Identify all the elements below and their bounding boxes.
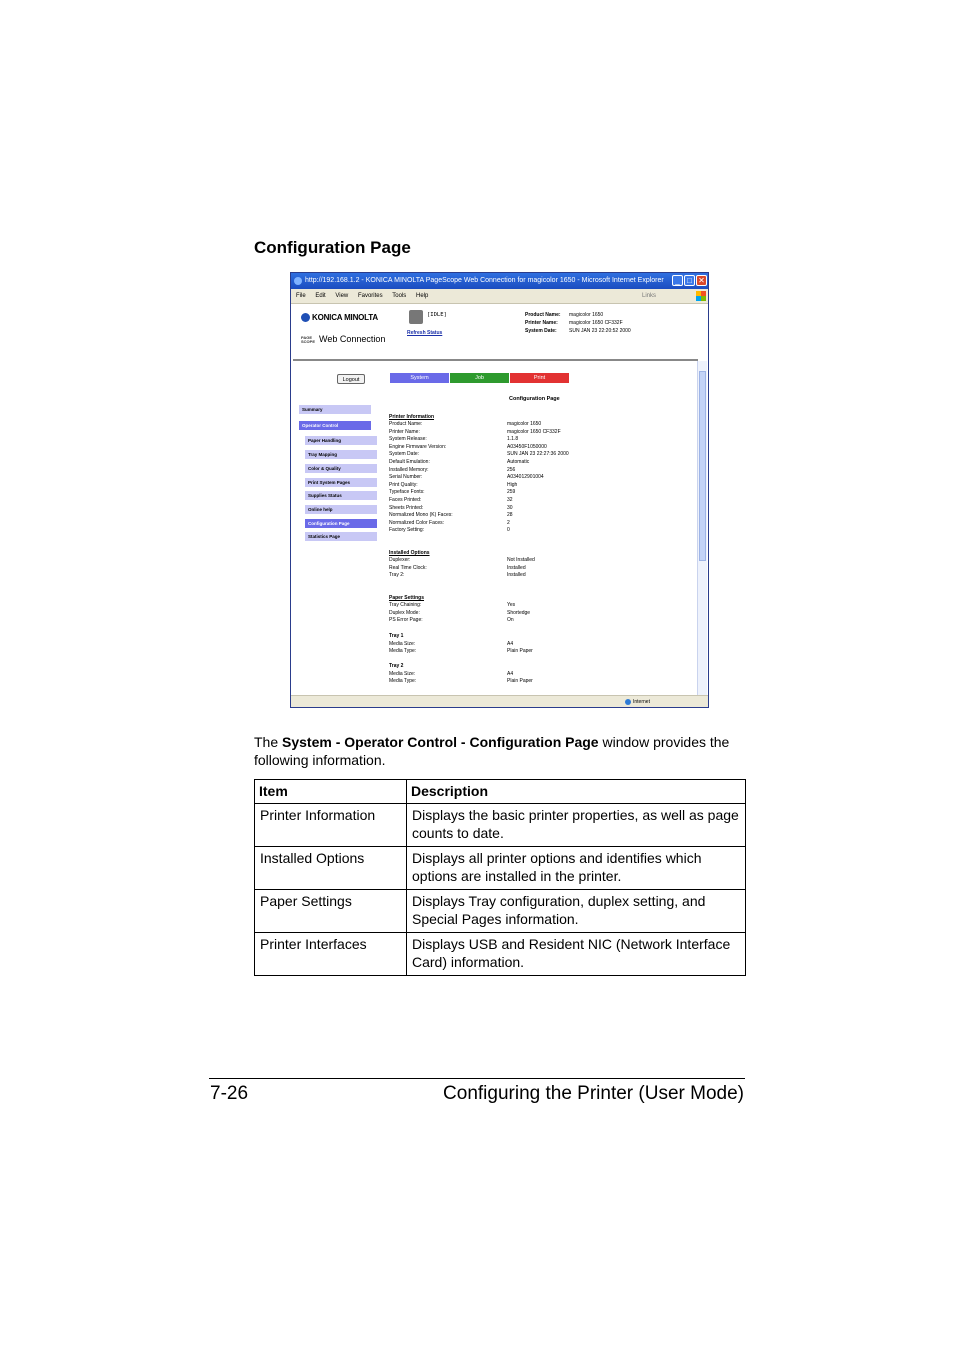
table-row	[255, 804, 746, 847]
maximize-button[interactable]: □	[684, 275, 695, 286]
info-row: Serial Number: A034012901004	[389, 474, 544, 481]
description-cell: Displays Tray configuration, duplex setting, and Special Pages information.	[407, 890, 746, 933]
info-table	[254, 779, 746, 976]
description-cell: Displays the basic printer properties, as well as page counts to date.	[407, 804, 746, 847]
window-title: http://192.168.1.2 - KONICA MINOLTA PageScope Web Connection for magicolor 1650 - Microsoft Internet Explorer	[305, 277, 664, 284]
tray-row: Media Type: Plain Paper	[389, 648, 533, 654]
web-page	[293, 304, 706, 695]
column-header-item: Item	[255, 780, 407, 804]
nav-color-quality[interactable]: Color & Quality	[305, 464, 377, 473]
intro-paragraph: The System - Operator Control - Configuration Page window provides the following information.	[254, 734, 730, 768]
printer-information-heading: Printer Information	[389, 414, 435, 420]
info-row: Factory Setting: 0	[389, 527, 510, 534]
web-connection-logo: PAGE SCOPE Web Connection	[301, 334, 386, 344]
paper-settings-heading: Paper Settings	[389, 595, 425, 601]
header-value: magicolor 1650 CF332F	[569, 320, 623, 326]
info-row: Product Name: magicolor 1650	[389, 421, 542, 427]
tray1-heading: Tray 1	[389, 633, 404, 639]
globe-icon	[301, 313, 310, 322]
menu-help[interactable]: Help	[415, 293, 429, 299]
info-row: Sheets Printed: 30	[389, 504, 513, 511]
item-cell: Paper Settings	[255, 890, 407, 933]
paper-row: PS Error Page: On	[389, 617, 514, 624]
menu-path: System - Operator Control - Configuration Page	[282, 734, 599, 750]
table-row	[255, 933, 746, 976]
info-row: System Date: SUN JAN 23 22:27:36 2000	[389, 451, 569, 458]
links-toolbar[interactable]: Links	[642, 293, 657, 299]
tray-row: Media Size: A4	[389, 670, 514, 677]
nav-statistics-page[interactable]: Statistics Page	[305, 532, 377, 541]
column-header-description: Description	[407, 780, 746, 804]
option-row: Real Time Clock: Installed	[389, 564, 526, 571]
footer-divider	[209, 1078, 745, 1079]
item-cell: Printer Information	[255, 804, 407, 847]
konica-minolta-logo: KONICA MINOLTA	[301, 313, 378, 322]
refresh-status-link[interactable]: Refresh Status	[407, 330, 443, 336]
info-row: Typeface Fonts: 259	[389, 489, 516, 496]
nav-print-system-pages[interactable]: Print System Pages	[305, 478, 377, 487]
table-row	[255, 847, 746, 890]
nav-configuration-page[interactable]: Configuration Page	[305, 519, 377, 528]
tray-row: Media Size: A4	[389, 640, 514, 647]
header-label: System Date:	[525, 328, 557, 334]
info-row: Normalized Color Faces: 2	[389, 519, 510, 526]
nav-operator-control[interactable]: Operator Control	[299, 421, 371, 430]
option-row: Tray 2: Installed	[389, 572, 526, 579]
info-row: Printer Name: magicolor 1650 CF332F	[389, 428, 561, 435]
tab-job[interactable]: Job	[450, 373, 509, 383]
nav-online-help[interactable]: Online help	[305, 505, 377, 514]
menu-favorites[interactable]: Favorites	[357, 293, 383, 299]
internet-zone-icon	[625, 699, 631, 705]
info-row: System Release: 1.1.8	[389, 436, 519, 443]
browser-titlebar	[291, 273, 708, 289]
chapter-title: Configuring the Printer (User Mode)	[443, 1083, 744, 1104]
menu-edit[interactable]: Edit	[315, 293, 326, 299]
header-value: magicolor 1650	[569, 312, 604, 318]
tab-system[interactable]: System	[390, 373, 449, 383]
printer-status: [IDLE]	[427, 312, 447, 318]
info-row: Normalized Mono (K) Faces: 28	[389, 512, 513, 519]
table-header-row	[255, 780, 746, 804]
table-row	[255, 890, 746, 933]
minimize-button[interactable]: _	[672, 275, 683, 286]
config-page-heading: Configuration Page	[509, 396, 560, 402]
info-row: Default Emulation: Automatic	[389, 459, 530, 465]
info-row: Faces Printed: 32	[389, 497, 513, 503]
close-button[interactable]: ✕	[696, 275, 707, 286]
header-value: SUN JAN 23 22:20:52 2000	[569, 328, 631, 334]
installed-options-heading: Installed Options	[389, 550, 430, 556]
description-cell: Displays all printer options and identifies which options are installed in the printer.	[407, 847, 746, 890]
info-row: Installed Memory: 256	[389, 466, 516, 473]
header-label: Printer Name:	[525, 320, 558, 326]
paper-row: Tray Chaining: Yes	[389, 602, 516, 608]
header-label: Product Name:	[525, 312, 561, 318]
vertical-scrollbar[interactable]	[697, 361, 707, 695]
option-row: Duplexer: Not Installed	[389, 557, 535, 563]
header-divider	[293, 359, 698, 361]
nav-summary[interactable]: Summary	[299, 405, 371, 414]
security-zone: Internet	[633, 699, 650, 705]
tab-print[interactable]: Print	[510, 373, 569, 383]
browser-statusbar	[291, 695, 708, 708]
page-number: 7-26	[210, 1083, 249, 1104]
info-row: Print Quality: High	[389, 481, 518, 488]
item-cell: Installed Options	[255, 847, 407, 890]
windows-logo-icon	[696, 291, 706, 301]
nav-paper-handling[interactable]: Paper Handling	[305, 436, 377, 445]
nav-supplies-status[interactable]: Supplies Status	[305, 491, 377, 500]
info-row: Engine Firmware Version: A03450F1050000	[389, 443, 547, 450]
section-title: Configuration Page	[254, 238, 411, 257]
description-cell: Displays USB and Resident NIC (Network Interface Card) information.	[407, 933, 746, 976]
logout-button[interactable]: Logout	[337, 374, 365, 384]
browser-screenshot	[290, 272, 709, 708]
tray-row: Media Type: Plain Paper	[389, 678, 533, 684]
paper-row: Duplex Mode: Shortedge	[389, 609, 531, 616]
menu-file[interactable]: File	[296, 293, 306, 299]
ie-icon	[294, 277, 302, 285]
printer-icon	[409, 310, 423, 324]
menu-view[interactable]: View	[335, 293, 349, 299]
scroll-thumb[interactable]	[699, 371, 706, 561]
nav-tray-mapping[interactable]: Tray Mapping	[305, 450, 377, 459]
item-cell: Printer Interfaces	[255, 933, 407, 976]
browser-menubar	[291, 289, 708, 304]
menu-tools[interactable]: Tools	[392, 293, 407, 299]
tray2-heading: Tray 2	[389, 663, 404, 669]
